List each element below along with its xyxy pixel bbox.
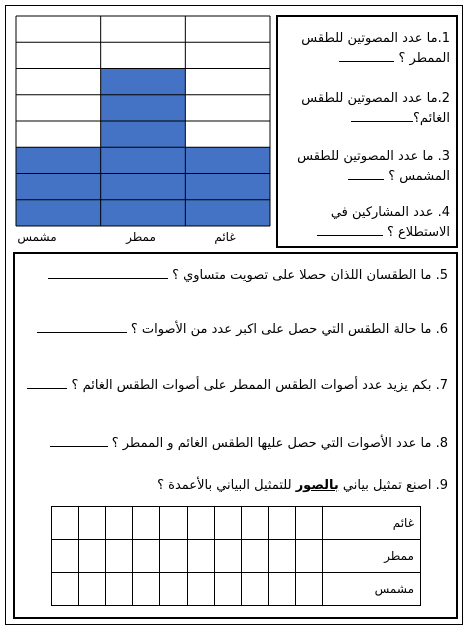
picture-table-cell[interactable] [187,507,214,540]
picture-table-cell[interactable] [160,540,187,573]
question-4: 4. عدد المشاركين في الاستطلاع ؟ [282,203,450,243]
bar-0 [185,147,270,226]
answer-blank-3[interactable] [348,179,384,180]
picture-table-cell[interactable] [241,540,268,573]
answer-blank-5[interactable] [48,278,168,279]
picture-table-cell[interactable] [241,507,268,540]
picture-table-cell[interactable] [52,573,79,606]
picture-table-cell[interactable] [295,507,322,540]
question-2: 2.ما عدد المصوتين للطقس الغائم؟ [301,91,450,126]
picture-table-cell[interactable] [187,573,214,606]
x-tick-label-cloudy: غائم [214,230,236,244]
question-5: 5. ما الطقسان اللذان حصلا على تصويت متساوي ؟ [23,266,448,286]
picture-table-cell[interactable] [268,507,295,540]
picture-table-cell[interactable] [79,507,106,540]
picture-table-cell[interactable] [133,540,160,573]
picture-table-row-label: مشمس [323,573,421,606]
picture-table-cell[interactable] [295,573,322,606]
picture-table-cell[interactable] [52,540,79,573]
picture-table-cell[interactable] [187,540,214,573]
picture-table-cell[interactable] [295,540,322,573]
picture-table-row-label: ممطر [323,540,421,573]
picture-table-cell[interactable] [214,573,241,606]
answer-blank-7[interactable] [27,388,67,389]
picture-table-cell[interactable] [160,573,187,606]
x-tick-label-rainy: ممطر [126,230,156,244]
question-7: 7. بكم يزيد عدد أصوات الطقس الممطر على أصوات الطقس الغائم ؟ [23,376,448,396]
picture-table-row-label: غائم [323,507,421,540]
answer-blank-1[interactable] [339,61,394,62]
top-questions-box [276,15,458,248]
question-1: 1.ما عدد المصوتين للطقس الممطر ؟ [301,31,450,66]
bar-chart [15,15,271,227]
picture-graph-table [51,506,421,606]
picture-table-row [52,540,421,573]
picture-table-cell[interactable] [268,573,295,606]
picture-table-cell[interactable] [214,507,241,540]
picture-table-cell[interactable] [52,507,79,540]
picture-table-cell[interactable] [106,507,133,540]
picture-table-cell[interactable] [133,507,160,540]
lower-questions-box [13,252,458,619]
picture-table-cell[interactable] [160,507,187,540]
picture-table-row [52,573,421,606]
picture-table-cell[interactable] [133,573,160,606]
picture-table-cell[interactable] [106,573,133,606]
question-8: 8. ما عدد الأصوات التي حصل عليها الطقس الغائم و الممطر ؟ [23,434,448,454]
picture-table-cell[interactable] [241,573,268,606]
question-6: 6. ما حالة الطقس التي حصل على اكبر عدد من الأصوات ؟ [23,320,448,340]
answer-blank-4[interactable] [317,235,383,236]
answer-blank-6[interactable] [37,332,127,333]
x-tick-label-sunny: مشمس [17,230,57,244]
picture-table-cell[interactable] [79,540,106,573]
picture-table-cell[interactable] [79,573,106,606]
answer-blank-8[interactable] [50,446,108,447]
picture-table-cell[interactable] [106,540,133,573]
question-9: 9. اصنع تمثيل بياني بالصور للتمثيل البياني بالأعمدة ؟ [157,478,448,493]
bar-2 [16,147,101,226]
picture-table-row [52,507,421,540]
answer-blank-2[interactable] [351,121,413,122]
question-3: 3. ما عدد المصوتين للطقس المشمس ؟ [297,149,450,184]
picture-table-cell[interactable] [214,540,241,573]
picture-table-cell[interactable] [268,540,295,573]
